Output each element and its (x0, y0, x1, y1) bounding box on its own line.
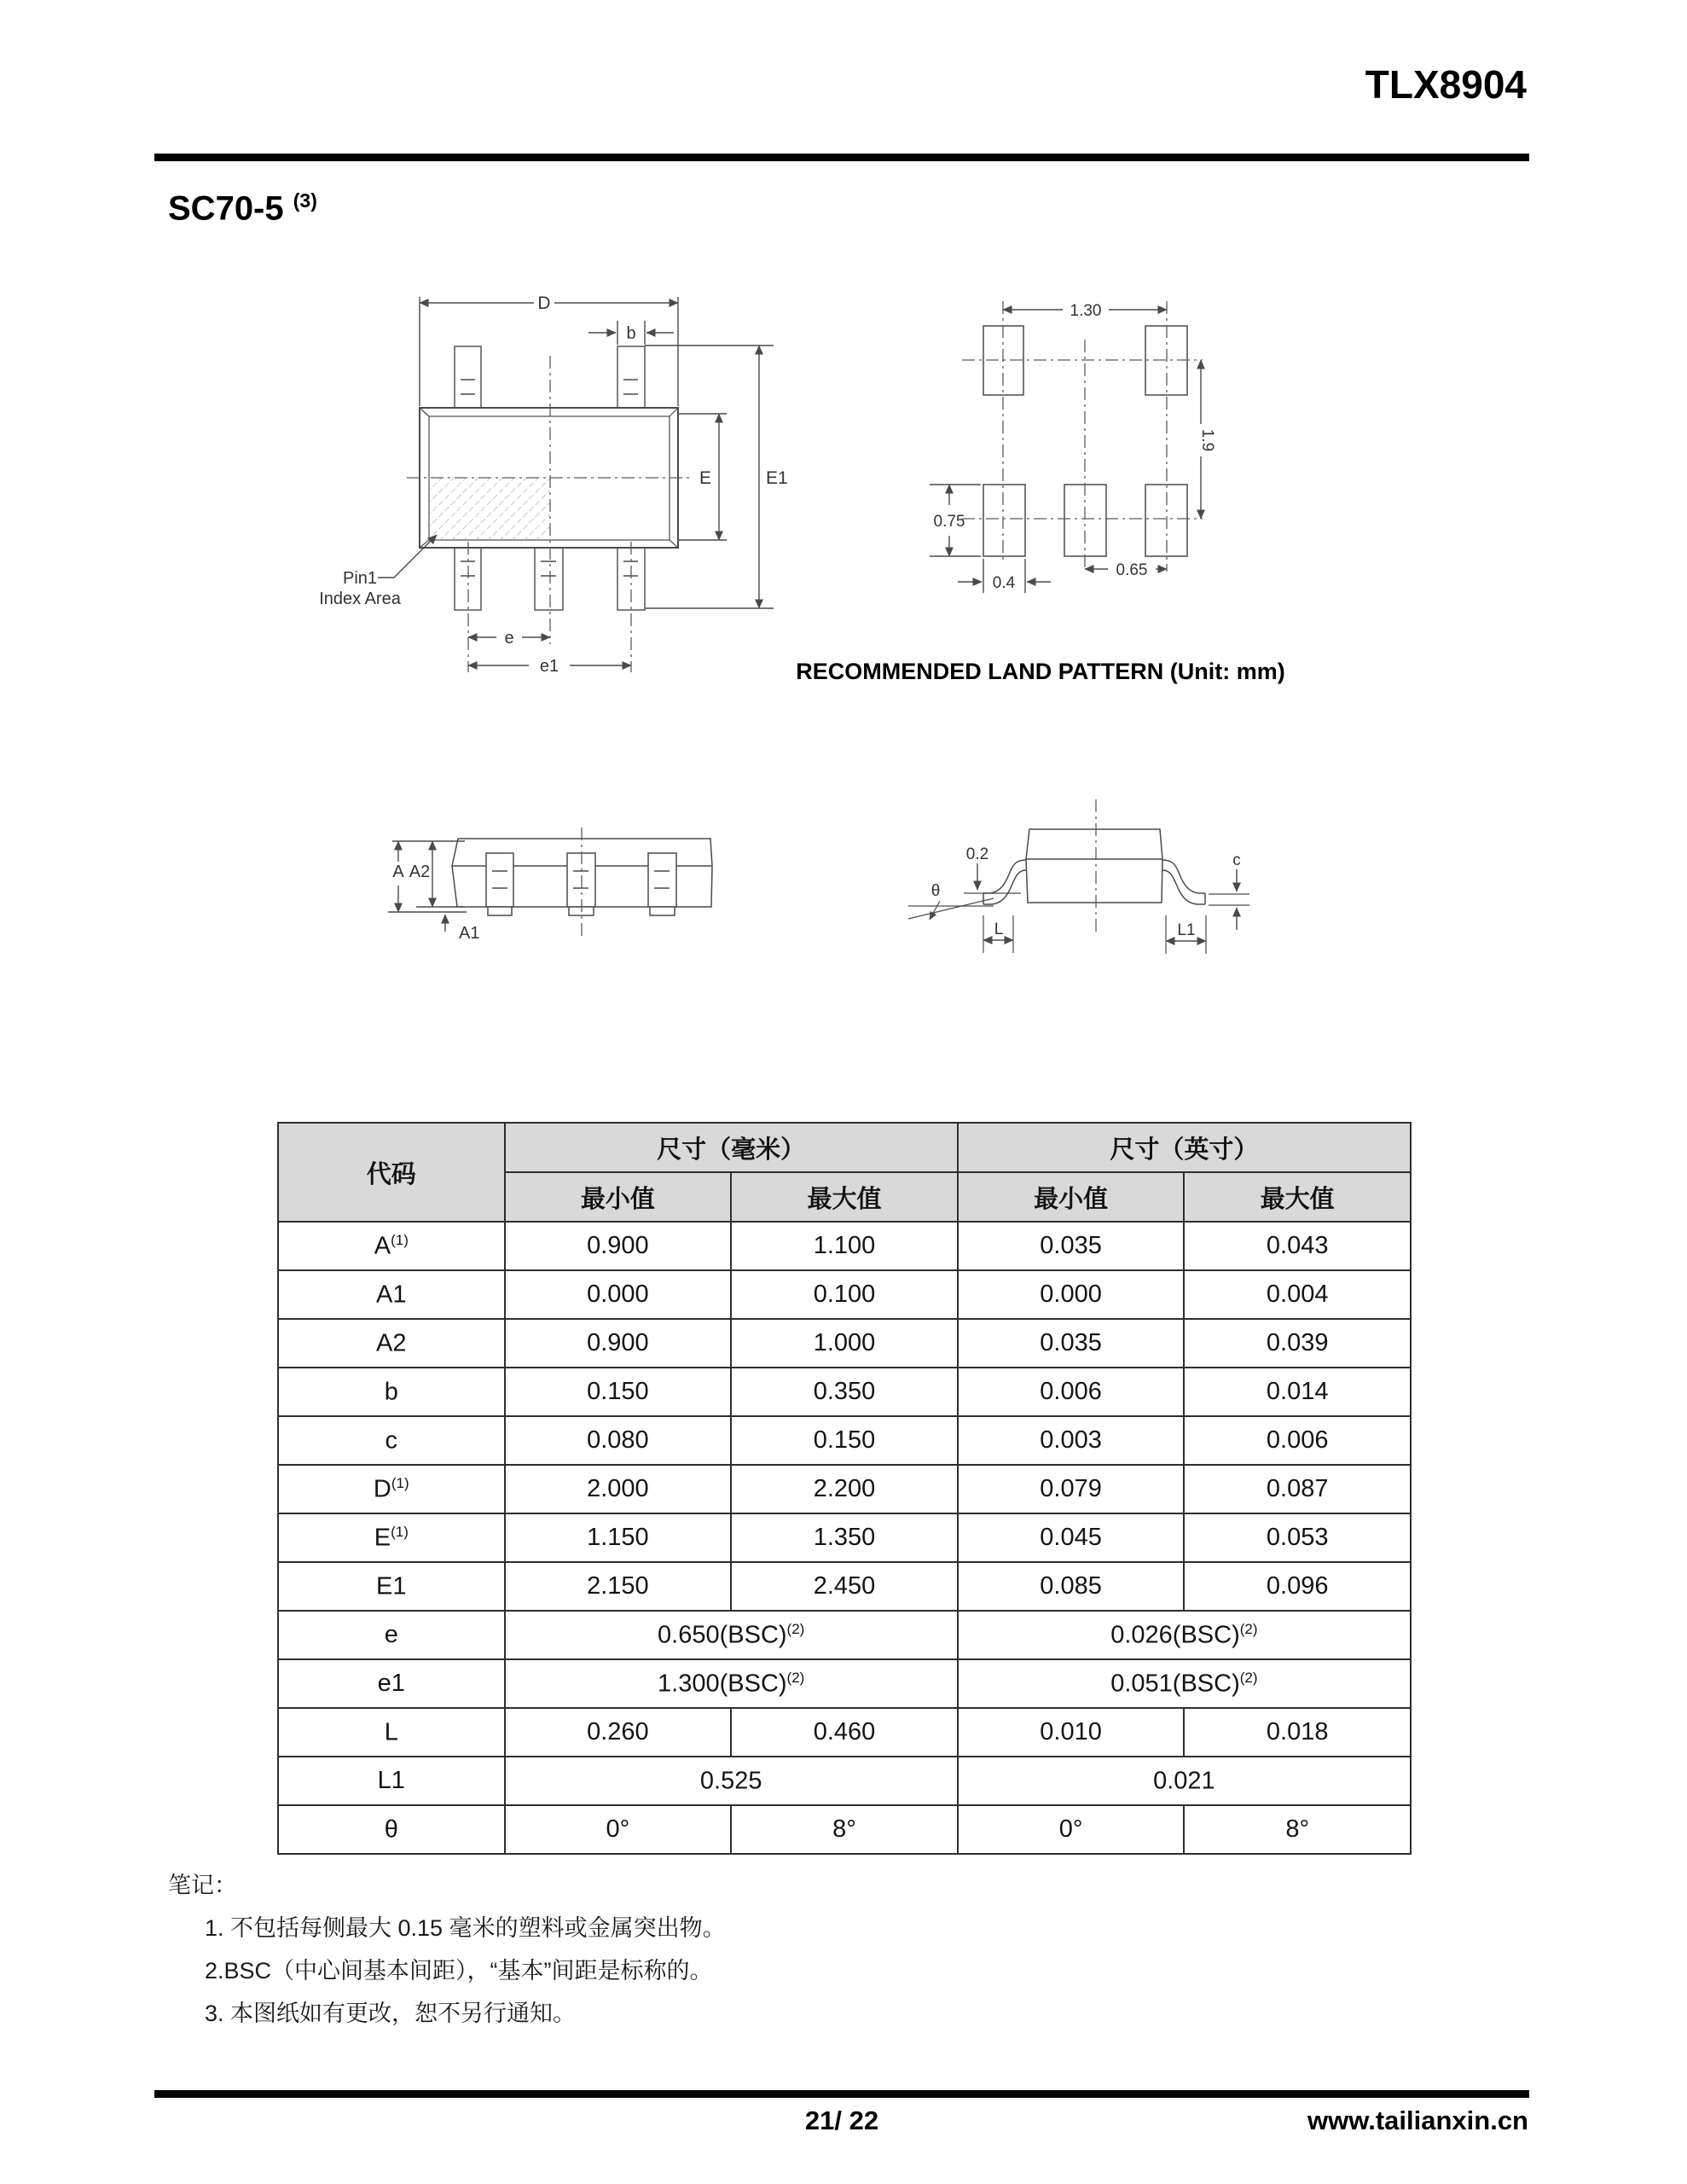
col-header-in-min: 最小值 (958, 1172, 1185, 1222)
col-group-inch: 尺寸（英寸） (958, 1123, 1411, 1172)
dim-label-E1: E1 (766, 468, 788, 488)
side-view-leads (983, 860, 1205, 904)
dim-label-0-4: 0.4 (992, 574, 1016, 592)
dim-label-A2: A2 (409, 863, 431, 881)
col-header-in-max: 最大值 (1184, 1172, 1411, 1222)
land-pattern-centerlines (962, 301, 1203, 572)
note-item-1: 1. 不包括每侧最大 0.15 毫米的塑料或金属突出物。 (205, 1915, 726, 1941)
package-side-view-drawing (904, 798, 1271, 964)
table-row: $D^{(1)}$ 2.000 2.200 0.079 0.087 (278, 1465, 1411, 1513)
package-name: SC70-5 (168, 189, 284, 228)
header-divider (154, 154, 1529, 161)
dim-label-A: A (392, 863, 404, 881)
dim-label-0-2: 0.2 (965, 845, 989, 863)
col-header-mm-min: 最小值 (505, 1172, 732, 1222)
dim-label-e: e (504, 629, 514, 648)
dim-label-D: D (537, 293, 551, 313)
table-row: θ 0° 8° 0° 8° (278, 1805, 1411, 1854)
table-row: c 0.080 0.150 0.003 0.006 (278, 1416, 1411, 1465)
dim-label-e1: e1 (539, 657, 559, 676)
dim-label-1-30: 1.30 (1070, 302, 1102, 320)
section-title-superscript: (3) (293, 189, 317, 212)
website-url: www.tailianxin.cn (1307, 2106, 1528, 2135)
dim-label-L: L (994, 921, 1004, 938)
note-item-2: 2.BSC（中心间基本间距），“基本”间距是标称的。 (205, 1958, 713, 1984)
dim-label-A1: A1 (459, 924, 480, 943)
table-row: E1 2.150 2.450 0.085 0.096 (278, 1562, 1411, 1611)
section-title (168, 189, 317, 228)
col-header-mm-max: 最大值 (731, 1172, 958, 1222)
footer-divider (154, 2090, 1529, 2098)
dim-label-c: c (1232, 851, 1241, 869)
dim-label-E: E (699, 468, 711, 488)
table-header-row-groups (278, 1123, 1411, 1172)
note-item-3: 3. 本图纸如有更改，恕不另行通知。 (205, 2001, 577, 2026)
side-view-body-outline (1026, 829, 1162, 903)
pin1-index-label-line1: Pin1 (342, 569, 378, 588)
table-row: A2 0.900 1.000 0.035 0.039 (278, 1319, 1411, 1368)
dim-label-1-9: 1.9 (1198, 428, 1216, 452)
package-front-view-drawing (375, 815, 733, 951)
dimension-table (277, 1122, 1412, 1855)
dim-label-L1: L1 (1177, 921, 1196, 939)
col-group-mm: 尺寸（毫米） (505, 1123, 958, 1172)
notes-title: 笔记： (168, 1873, 237, 1898)
table-row: A1 0.000 0.100 0.000 0.004 (278, 1270, 1411, 1319)
pin1-index-hatch-area (429, 478, 550, 540)
page-number: 21/ 22 (804, 2106, 879, 2135)
package-top-view-drawing (316, 290, 793, 691)
table-row: $E^{(1)}$ 1.150 1.350 0.045 0.053 (278, 1513, 1411, 1562)
col-header-code: 代码 (278, 1123, 505, 1222)
land-pattern-drawing (921, 294, 1262, 601)
table-row: b 0.150 0.350 0.006 0.014 (278, 1368, 1411, 1416)
side-view-theta-angle-lines (908, 898, 994, 920)
table-row: e1 1.300(BSC)$^{(2)}$ 0.051(BSC)$^{(2)}$ (278, 1659, 1411, 1708)
dim-label-b: b (626, 324, 636, 343)
table-row: $A^{(1)}$ 0.900 1.100 0.035 0.043 (278, 1222, 1411, 1270)
table-row: e 0.650(BSC)$^{(2)}$ 0.026(BSC)$^{(2)}$ (278, 1611, 1411, 1659)
dim-label-0-75: 0.75 (933, 513, 965, 531)
pin1-index-label-line2: Index Area (319, 590, 401, 608)
dim-label-0-65: 0.65 (1116, 561, 1148, 579)
table-row: L 0.260 0.460 0.010 0.018 (278, 1708, 1411, 1757)
table-row: L1 0.525 0.021 (278, 1757, 1411, 1805)
dim-label-theta: θ (930, 882, 941, 900)
land-pattern-caption: RECOMMENDED LAND PATTERN (Unit: mm) (796, 659, 1285, 684)
page-title: TLX8904 (1365, 62, 1527, 107)
